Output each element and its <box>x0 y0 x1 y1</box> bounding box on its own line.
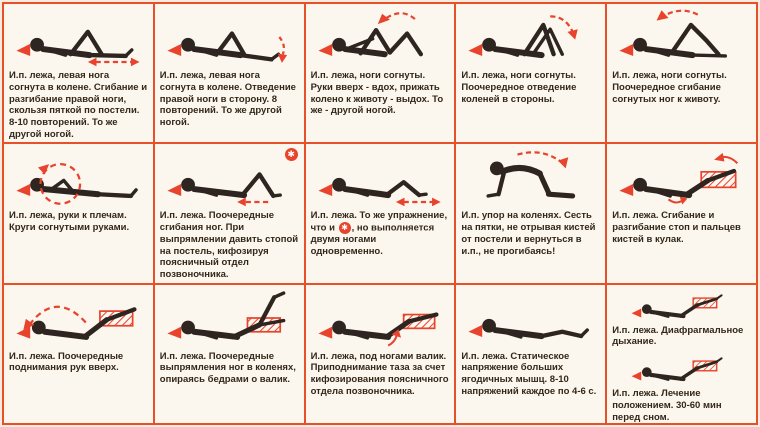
exercise-card-10 <box>607 144 756 282</box>
knee-to-chest-icon <box>311 6 450 68</box>
exercise-description: И.п. лежа. Поочередные сгибания ног. При выпрямлении давить стопой на постель, кифозируя поясничный отдел позвоночника. <box>159 210 299 281</box>
exercise-description: И.п. лежа, руки к плечам. Круги согнутыми руками. <box>9 210 130 234</box>
exercise-description: И.п. лежа, ноги согнуты. Поочередное отведение коленей в стороны. <box>461 70 577 105</box>
exercise-description: И.п. лежа. Поочередные поднимания рук вверх. <box>9 350 124 374</box>
exercise-card-8 <box>306 144 455 282</box>
exercise-description: И.п. лежа. Поочередные выпрямления ног в коленях, опираясь бедрами о валик. <box>159 350 296 386</box>
diaphragmatic-breathing-icon <box>612 287 751 323</box>
exercise-card-3 <box>306 4 455 142</box>
kneeling-sit-on-heels-icon <box>461 146 600 208</box>
exercise-card-2 <box>155 4 304 142</box>
exercise-card-11 <box>4 285 153 423</box>
exercise-card-12 <box>155 285 304 423</box>
exercise-card-9 <box>456 144 605 282</box>
sub-exercise-position-treatment <box>612 350 751 423</box>
exercise-description: И.п. упор на коленях. Сесть на пятки, не отрывая кистей от постели и вернуться в и.п., не прогибаясь! <box>461 210 596 257</box>
exercise-description: И.п. лежа, левая нога согнута в колене. Отведение правой ноги в сторону. 8 повторений. То же другой ногой. <box>159 70 296 129</box>
exercise-card-5 <box>607 4 756 142</box>
exercise-description: И.п. лежа, ноги согнуты. Руки вверх - вдох, прижать колено к животу - выдох. То же - другой ногой. <box>310 70 444 117</box>
exercise-description: И.п. лежа. Сгибание и разгибание стоп и пальцев кистей в кулак. <box>612 210 741 245</box>
asterisk-badge: ✱ <box>285 148 298 161</box>
position-treatment-icon <box>612 350 751 386</box>
exercise-card-15 <box>607 285 756 423</box>
exercise-description: И.п. лежа, ноги согнуты. Поочередное сгибание согнутых ног к животу. <box>612 70 727 105</box>
description-before-badge: И.п. лежа. То же упражнение, что и <box>310 210 448 234</box>
both-legs-bending-icon <box>311 146 450 208</box>
exercise-card-6 <box>4 144 153 282</box>
lying-leg-abduction-icon <box>160 6 299 68</box>
sub-exercise-breathing <box>612 287 751 349</box>
exercise-card-13 <box>306 285 455 423</box>
static-glute-tension-icon <box>461 287 600 349</box>
knees-bent-sideways-icon <box>461 6 600 68</box>
exercise-card-7 <box>155 144 304 282</box>
arm-circles-icon <box>9 146 148 208</box>
exercise-description: И.п. лежа, под ногами валик. Приподнимание таза за счет кифозирования поясничного отдела позвоночника. <box>310 350 449 397</box>
exercise-description: И.п. лежа. Статическое напряжение больших ягодичных мышц. 8-10 напряжений каждое по 4-6 с. <box>461 350 597 397</box>
description-after-badge: , но выполняется двумя ногами одновременно. <box>310 222 435 258</box>
exercise-card-4 <box>456 4 605 142</box>
leg-straightening-on-bolster-icon <box>160 287 299 349</box>
lying-heel-slide-icon <box>9 6 148 68</box>
alternate-arm-raises-icon <box>9 287 148 349</box>
feet-and-fists-flexion-icon <box>612 146 751 208</box>
exercise-description: И.п. лежа. Лечение положением. 30-60 мин перед сном. <box>612 388 722 423</box>
pelvis-raise-on-bolster-icon <box>311 287 450 349</box>
exercise-card-1 <box>4 4 153 142</box>
bent-leg-to-abdomen-icon <box>612 6 751 68</box>
alternate-leg-bending-icon <box>160 146 299 208</box>
asterisk-badge: ✱ <box>339 222 351 234</box>
exercise-card-14 <box>456 285 605 423</box>
exercise-description <box>311 210 450 258</box>
exercise-description: И.п. лежа. Диафрагмальное дыхание. <box>612 324 744 348</box>
exercise-grid <box>2 2 758 425</box>
exercise-description: И.п. лежа, левая нога согнута в колене. Сгибание и разгибание правой ноги, скользя пяткой по постели. 8-10 повторений. То же другой ногой. <box>9 70 148 140</box>
